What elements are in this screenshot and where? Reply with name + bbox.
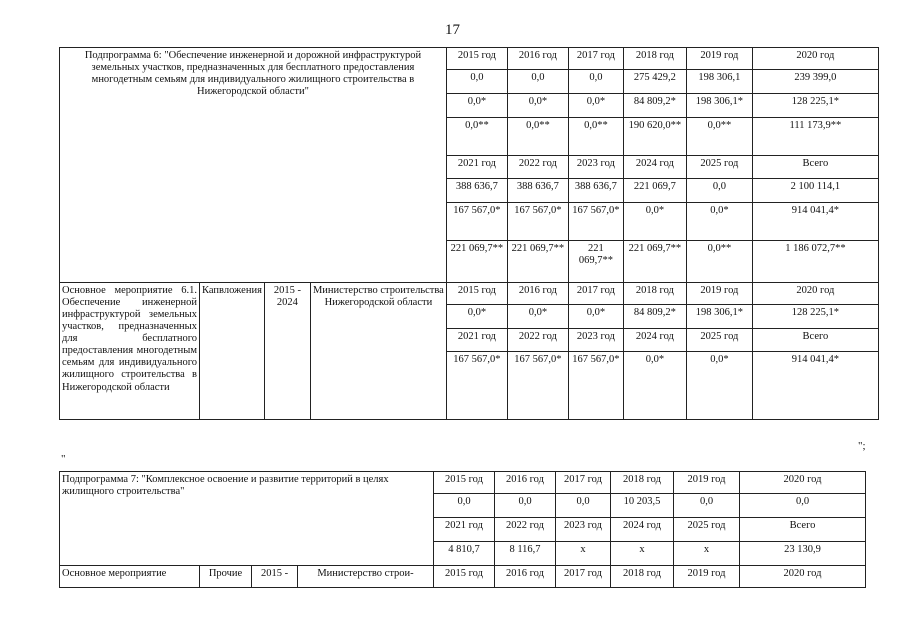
activity-type: Прочие [200, 566, 252, 588]
closing-quote-mark: "; [858, 440, 866, 452]
value-cell: х [556, 542, 611, 566]
value-cell: 0,0* [686, 352, 752, 420]
year-header: 2020 год [752, 48, 878, 70]
value-cell: 0,0* [446, 94, 507, 118]
value-cell: 0,0 [507, 70, 568, 94]
value-cell: 221 069,7** [623, 241, 686, 283]
value-cell: 0,0 [434, 494, 495, 518]
year-header: 2019 год [686, 48, 752, 70]
value-cell: 0,0* [623, 203, 686, 241]
year-header: 2016 год [507, 283, 568, 305]
value-cell: 0,0** [686, 118, 752, 156]
activity-executor: Министерство строи- [298, 566, 434, 588]
year-header: 2024 год [611, 518, 674, 542]
opening-quote-mark: " [61, 453, 66, 465]
year-header: 2025 год [674, 518, 740, 542]
value-cell: 190 620,0** [623, 118, 686, 156]
year-header: 2021 год [446, 156, 507, 179]
value-cell: 167 567,0* [568, 352, 623, 420]
value-cell: 198 306,1 [686, 70, 752, 94]
year-header: 2015 год [434, 472, 495, 494]
year-header: 2023 год [556, 518, 611, 542]
value-cell: 388 636,7 [568, 179, 623, 203]
value-cell: 167 567,0* [446, 203, 507, 241]
subprogram-6-title: Подпрограмма 6: "Обеспечение инженерной и дорожной инфраструктурой земельных участков, предназначенных для бесплатного предоставления многодетным семьям для индивидуального жилищного строительства в Нижегородской области" [60, 48, 447, 283]
year-header: 2015 год [446, 48, 507, 70]
activity-period: 2015 - [252, 566, 298, 588]
year-header: 2024 год [623, 329, 686, 352]
financing-table-subprogram-6 [59, 47, 879, 420]
year-header: 2016 год [507, 48, 568, 70]
value-cell: 10 203,5 [611, 494, 674, 518]
year-header: 2019 год [674, 566, 740, 588]
activity-executor: Министерство строительства Нижегородской области [310, 283, 446, 420]
value-cell: 388 636,7 [446, 179, 507, 203]
value-cell: 23 130,9 [740, 542, 866, 566]
value-cell: 111 173,9** [752, 118, 878, 156]
value-cell: 2 100 114,1 [752, 179, 878, 203]
year-header: 2019 год [686, 283, 752, 305]
year-header: 2017 год [568, 283, 623, 305]
year-header: Всего [740, 518, 866, 542]
year-header: 2024 год [623, 156, 686, 179]
value-cell: 221 069,7** [446, 241, 507, 283]
year-header: Всего [752, 156, 878, 179]
year-header: Всего [752, 329, 878, 352]
value-cell: 167 567,0* [568, 203, 623, 241]
year-header: 2018 год [611, 472, 674, 494]
subprogram-7-title: Подпрограмма 7: "Комплексное освоение и развитие территорий в целях жилищного строительства" [60, 472, 434, 566]
year-header: 2022 год [507, 156, 568, 179]
year-header: 2016 год [495, 566, 556, 588]
financing-table-subprogram-7 [59, 471, 866, 588]
value-cell: 0,0 [556, 494, 611, 518]
year-header: 2020 год [740, 566, 866, 588]
value-cell: 0,0* [686, 203, 752, 241]
value-cell: 198 306,1* [686, 94, 752, 118]
year-header: 2021 год [446, 329, 507, 352]
activity-type: Капвложения [200, 283, 265, 420]
value-cell: 4 810,7 [434, 542, 495, 566]
value-cell: 914 041,4* [752, 352, 878, 420]
year-header: 2017 год [556, 472, 611, 494]
value-cell: 198 306,1* [686, 305, 752, 329]
year-header: 2018 год [623, 48, 686, 70]
value-cell: 0,0* [568, 305, 623, 329]
value-cell: 914 041,4* [752, 203, 878, 241]
year-header: 2015 год [434, 566, 495, 588]
year-header: 2015 год [446, 283, 507, 305]
value-cell: 0,0* [568, 94, 623, 118]
year-header: 2022 год [495, 518, 556, 542]
value-cell: 0,0* [507, 305, 568, 329]
value-cell: 1 186 072,7** [752, 241, 878, 283]
value-cell: 0,0** [686, 241, 752, 283]
year-header: 2023 год [568, 156, 623, 179]
year-header: 2023 год [568, 329, 623, 352]
year-header: 2020 год [740, 472, 866, 494]
page-number: 17 [445, 22, 460, 38]
value-cell: 84 809,2* [623, 94, 686, 118]
value-cell: 128 225,1* [752, 305, 878, 329]
value-cell: 0,0 [674, 494, 740, 518]
value-cell: 167 567,0* [507, 203, 568, 241]
year-header: 2018 год [611, 566, 674, 588]
value-cell: 0,0* [623, 352, 686, 420]
value-cell: 167 567,0* [507, 352, 568, 420]
value-cell: 84 809,2* [623, 305, 686, 329]
year-header: 2018 год [623, 283, 686, 305]
value-cell: 0,0 [740, 494, 866, 518]
value-cell: 0,0** [507, 118, 568, 156]
year-header: 2016 год [495, 472, 556, 494]
activity-period: 2015 - 2024 [264, 283, 310, 420]
value-cell: 239 399,0 [752, 70, 878, 94]
year-header: 2022 год [507, 329, 568, 352]
year-header: 2025 год [686, 156, 752, 179]
value-cell: 0,0 [446, 70, 507, 94]
year-header: 2025 год [686, 329, 752, 352]
year-header: 2020 год [752, 283, 878, 305]
year-header: 2021 год [434, 518, 495, 542]
value-cell: 0,0** [568, 118, 623, 156]
value-cell: 221 069,7** [568, 241, 623, 283]
value-cell: 167 567,0* [446, 352, 507, 420]
value-cell: 128 225,1* [752, 94, 878, 118]
value-cell: 388 636,7 [507, 179, 568, 203]
year-header: 2017 год [568, 48, 623, 70]
value-cell: 0,0* [507, 94, 568, 118]
value-cell: 0,0* [446, 305, 507, 329]
value-cell: 0,0 [568, 70, 623, 94]
value-cell: 221 069,7** [507, 241, 568, 283]
value-cell: 275 429,2 [623, 70, 686, 94]
activity-7-name: Основное мероприятие [60, 566, 200, 588]
value-cell: х [611, 542, 674, 566]
value-cell: 0,0 [686, 179, 752, 203]
value-cell: 0,0** [446, 118, 507, 156]
year-header: 2019 год [674, 472, 740, 494]
activity-6-1-name: Основное мероприятие 6.1. Обеспечение инженерной инфраструктурой земельных участков, предназначенных для бесплатного предоставления многодетным семьям для индивидуального жилищного строительства в Нижегородской области [60, 283, 200, 420]
value-cell: 221 069,7 [623, 179, 686, 203]
value-cell: 0,0 [495, 494, 556, 518]
year-header: 2017 год [556, 566, 611, 588]
value-cell: 8 116,7 [495, 542, 556, 566]
value-cell: х [674, 542, 740, 566]
